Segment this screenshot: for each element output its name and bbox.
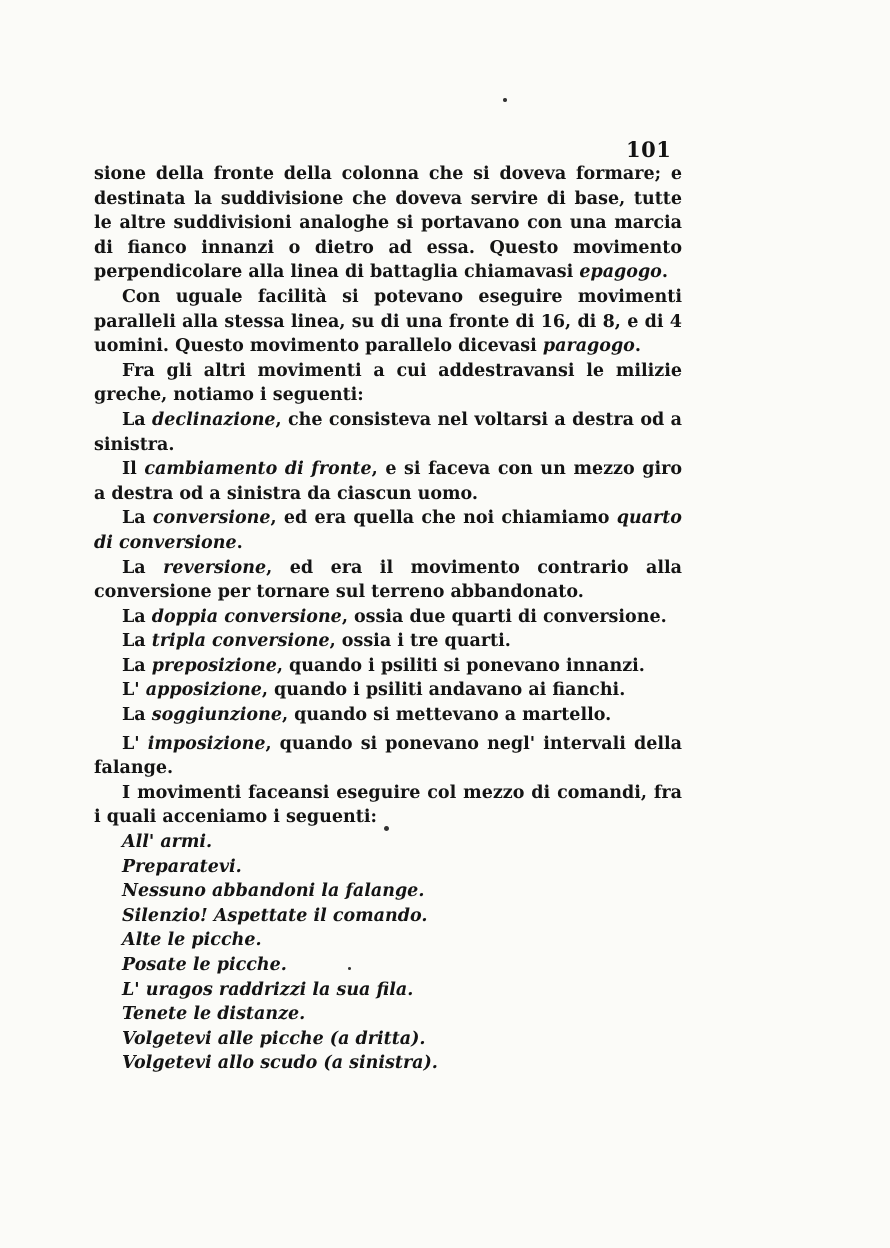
command-item: [122, 1002, 682, 1027]
paragraph: [94, 629, 682, 654]
command-item: [122, 928, 682, 953]
paragraph: [94, 654, 682, 679]
italic-term: tripla conversione: [151, 631, 330, 652]
paragraph: [94, 359, 682, 408]
command-item: [122, 879, 682, 904]
text-run: .: [661, 262, 668, 283]
paragraph: [94, 285, 682, 359]
text-run: , ed era quella che noi chiamiamo: [270, 508, 617, 529]
paragraph: [94, 506, 682, 555]
paragraph: [94, 703, 682, 728]
text-run: La: [122, 557, 164, 578]
italic-term: paragogo: [542, 336, 635, 357]
text-run: (a sinistra).: [317, 1053, 438, 1074]
italic-term: Posate le picche.: [122, 955, 287, 975]
paragraph: [94, 408, 682, 457]
italic-term: Alte le picche.: [122, 930, 262, 951]
command-item: [122, 904, 682, 929]
text-run: La: [122, 631, 152, 652]
command-item: [122, 1027, 682, 1052]
italic-term: Silenzio! Aspettate il comando.: [122, 905, 428, 926]
text-run: La: [122, 705, 152, 726]
paragraph: [94, 162, 682, 285]
body-text: [94, 162, 682, 1076]
text-run: .: [236, 532, 243, 553]
text-run: , quando si mettevano a martello.: [281, 705, 612, 726]
paragraph: [94, 556, 682, 605]
italic-term: declinazione: [152, 409, 276, 430]
command-item: [122, 1051, 682, 1076]
text-run: La: [122, 655, 152, 676]
text-run: , e si faceva con un mezzo giro a destra od a sinistra da ciascun uomo.: [94, 459, 682, 504]
text-run: .: [634, 336, 641, 357]
page-number: 101: [626, 137, 672, 162]
paragraph-list: [94, 162, 682, 830]
text-run: Con uguale facilità si potevano eseguire movimenti paralleli alla stessa linea, su di una fronte di 16, di 8, e di 4 uomini. Questo movimento parallelo dicevasi: [94, 286, 682, 357]
text-run: , che consisteva nel voltarsi a destra od a sinistra.: [94, 409, 682, 455]
text-run: , quando i psiliti si ponevano innanzi.: [276, 655, 645, 676]
text-run: La: [122, 508, 153, 529]
paragraph: [94, 781, 682, 830]
command-item: [122, 978, 682, 1003]
italic-term: Volgetevi alle picche: [122, 1028, 324, 1049]
command-item: [122, 830, 682, 855]
paragraph: [94, 605, 682, 630]
italic-term: epagogo: [579, 262, 662, 283]
italic-term: doppia conversione: [151, 606, 342, 627]
text-run: (a dritta).: [323, 1028, 426, 1049]
italic-term: Nessuno abbandoni la falange.: [122, 881, 425, 902]
italic-term: imposizione: [147, 733, 266, 754]
text-run: Il: [122, 459, 145, 480]
command-item: [122, 855, 682, 880]
italic-term: quarto di conversione: [94, 508, 682, 553]
text-run: L': [122, 733, 148, 754]
text-run: La: [122, 606, 152, 627]
text-run: , quando si ponevano negl' intervali della falange.: [94, 733, 682, 779]
ink-speck: [503, 98, 507, 102]
italic-term: reversione: [163, 557, 267, 578]
text-run: Fra gli altri movimenti a cui addestravansi le milizie greche, notiamo i seguenti:: [94, 360, 682, 406]
text-run: L': [122, 680, 146, 701]
text-run: , quando i psiliti andavano ai fianchi.: [261, 680, 626, 701]
paragraph: [94, 678, 682, 703]
paragraph: [94, 457, 682, 506]
italic-term: L' uragos raddrizzi la sua fila.: [122, 979, 414, 1000]
text-run: , ed era il movimento contrario alla conversione per tornare sul terreno abbandonato.: [94, 557, 682, 603]
italic-term: soggiunzione: [151, 705, 282, 726]
italic-term: cambiamento di fronte: [144, 459, 372, 480]
italic-term: All' armi.: [122, 832, 213, 853]
text-run: La: [122, 409, 153, 430]
paragraph: [94, 732, 682, 781]
text-run: , ossia due quarti di conversione.: [341, 606, 667, 627]
italic-term: Volgetevi allo scudo: [122, 1053, 318, 1074]
italic-term: Tenete le distanze.: [122, 1004, 306, 1025]
command-list: [94, 830, 682, 1076]
italic-term: apposizione: [145, 680, 262, 701]
command-item: [122, 953, 682, 978]
text-run: sione della fronte della colonna che si doveva formare; e destinata la suddivisione che doveva servire di base, tutte le altre suddivisioni analoghe si portavano con una marcia di fianco innanzi o dietro ad essa. Questo movimento perpendicolare alla linea di battaglia chiamavasi: [94, 164, 682, 283]
text-run: I movimenti faceansi eseguire col mezzo di comandi, fra i quali acceniamo i seguenti:: [94, 782, 682, 828]
text-run: , ossia i tre quarti.: [329, 631, 511, 652]
italic-term: preposizione: [151, 655, 277, 676]
italic-term: conversione: [152, 508, 271, 529]
italic-term: Preparatevi.: [122, 856, 242, 877]
